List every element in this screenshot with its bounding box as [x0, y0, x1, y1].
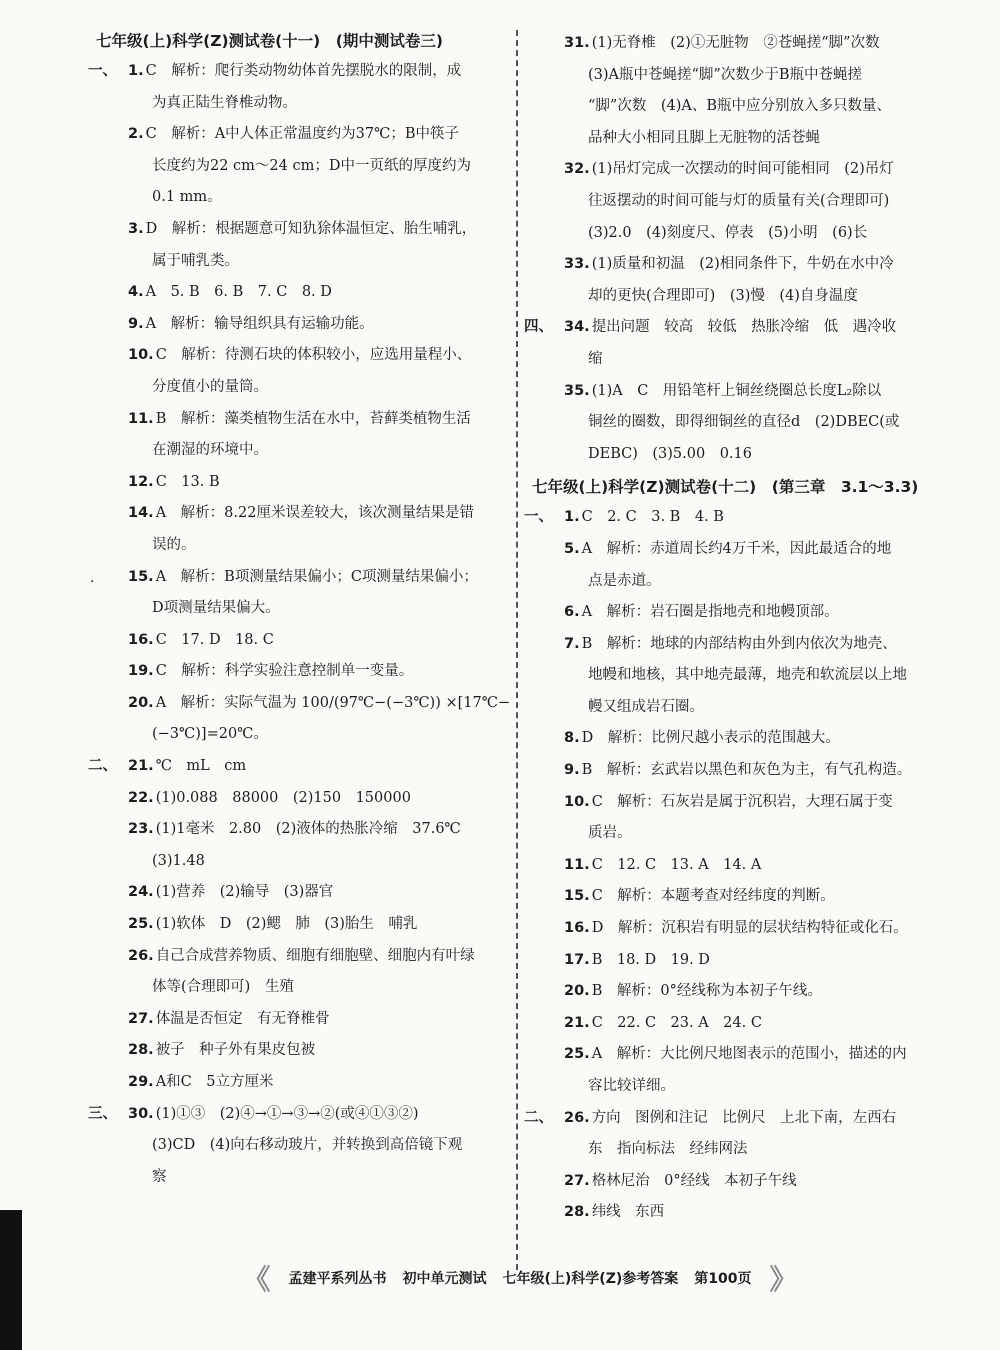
answer-text: D项测量结果偏大。: [152, 600, 280, 617]
answer-item: [528, 755, 958, 787]
answer-line: [528, 913, 958, 945]
answer-item: [92, 1004, 508, 1036]
answer-line: [528, 91, 958, 123]
answer-item: [92, 941, 508, 1004]
answer-line: [528, 186, 958, 218]
answer-text: 为真正陆生脊椎动物。: [152, 94, 297, 111]
answer-text: (1)0.088 88000 (2)150 150000: [155, 789, 411, 806]
question-number: 6.: [564, 604, 580, 621]
answer-item: [92, 404, 508, 467]
answer-item: [92, 625, 508, 657]
answer-item: [92, 688, 511, 751]
answer-item: [92, 340, 508, 403]
answer-line: [92, 846, 508, 878]
answer-line: [528, 60, 958, 92]
answer-item: [92, 277, 508, 309]
answer-text: A 解析：B项测量结果偏小；C项测量结果偏小；: [155, 568, 478, 585]
answer-text: C 解析：本题考查对经纬度的判断。: [591, 888, 835, 905]
answer-line: [528, 1071, 958, 1103]
answer-item: [528, 28, 958, 154]
answer-line: [92, 1099, 508, 1131]
question-number: 26.: [564, 1109, 590, 1126]
answer-line: [528, 850, 958, 882]
answer-text: (1)软体 D (2)鳃 肺 (3)胎生 哺乳: [155, 916, 418, 933]
answer-text: (1)A C 用铅笔杆上铜丝绕圈总长度L₂除以: [591, 382, 882, 399]
question-number: 8.: [564, 730, 580, 747]
question-number: 30.: [128, 1105, 154, 1122]
scan-edge-shadow: [0, 1210, 22, 1350]
left-answer-list: [88, 56, 511, 1193]
answer-item: [524, 1103, 958, 1166]
answer-line: [92, 625, 508, 657]
answer-line: [92, 56, 508, 88]
chevron-right-icon: 》: [769, 1263, 798, 1296]
answer-text: (1)营养 (2)输导 (3)器官: [155, 884, 334, 901]
answer-text: 却的更快(合理即可) (3)慢 (4)自身温度: [588, 287, 858, 304]
answer-item: [528, 597, 958, 629]
answer-text: 体等(合理即可) 生殖: [152, 979, 294, 996]
question-number: 15.: [564, 888, 590, 905]
answer-item: [528, 1166, 958, 1198]
question-number: 7.: [564, 635, 580, 652]
question-number: 25.: [128, 916, 154, 933]
right-answer-list: [524, 502, 958, 1229]
answer-item: [92, 467, 508, 499]
answer-item: [528, 1039, 958, 1102]
answer-text: 点是赤道。: [588, 572, 661, 589]
answer-line: [528, 1134, 958, 1166]
section-number: 二、: [524, 1109, 553, 1126]
question-number: 15.: [128, 568, 154, 585]
answer-item: [92, 909, 508, 941]
answer-text: C 解析：科学实验注意控制单一变量。: [155, 663, 414, 680]
answer-text: (1)无脊椎 (2)①无脏物 ②苍蝇搓“脚”次数: [591, 35, 880, 51]
answer-line: [92, 814, 508, 846]
page-footer: [220, 1258, 820, 1298]
answer-text: (1)质量和初温 (2)相同条件下，牛奶在水中冷: [591, 256, 894, 273]
answer-line: [528, 723, 958, 755]
answer-line: [528, 312, 958, 344]
answer-text: 容比较详细。: [588, 1078, 675, 1094]
answer-text: 察: [152, 1168, 167, 1185]
answer-line: [528, 566, 958, 598]
question-number: 16.: [564, 920, 590, 937]
section-title-test-11: 七年级(上)科学(Z)测试卷(十一) (期中测试卷三): [96, 32, 443, 50]
column-divider: [516, 30, 518, 1270]
answer-text: 体温是否恒定 有无脊椎骨: [155, 1010, 330, 1027]
question-number: 12.: [128, 473, 154, 490]
answer-text: B 18. D 19. D: [591, 951, 710, 968]
answer-item: [88, 56, 508, 119]
answer-item: [528, 945, 958, 977]
answer-text: 铜丝的圈数，即得细铜丝的直径d (2)DBEC(或: [588, 414, 900, 431]
answer-item: [528, 881, 958, 913]
question-number: 26.: [128, 947, 154, 964]
answer-line: [528, 376, 958, 408]
answer-item: [524, 502, 958, 534]
answer-text: A 解析：岩石圈是指地壳和地幔顶部。: [581, 604, 839, 621]
answer-item: [92, 562, 508, 625]
answer-item: [528, 787, 958, 850]
answer-line: [92, 656, 508, 688]
question-number: 16.: [128, 631, 154, 648]
question-number: 17.: [564, 951, 590, 968]
question-number: 10.: [564, 793, 590, 810]
question-number: 28.: [128, 1042, 154, 1059]
answer-line: [92, 498, 508, 530]
question-number: 21.: [128, 758, 154, 775]
answer-line: [92, 1162, 508, 1194]
footer-subject: 七年级(上)科学(Z)参考答案: [502, 1271, 679, 1287]
section-number: 一、: [88, 63, 117, 79]
answer-line: [528, 502, 958, 534]
section-number: 二、: [88, 758, 117, 775]
answer-line: [528, 344, 958, 376]
answer-text: DEBC) (3)5.00 0.16: [588, 445, 752, 462]
answer-line: [528, 154, 958, 186]
answer-text: A 解析：大比例尺地图表示的范围小，描述的内: [591, 1046, 907, 1063]
question-number: 34.: [564, 319, 590, 336]
answer-text: “脚”次数 (4)A、B瓶中应分别放入多只数量、: [588, 98, 891, 115]
section-title-test-12: 七年级(上)科学(Z)测试卷(十二) (第三章 3.1～3.3): [532, 478, 919, 497]
answer-line: [92, 1004, 508, 1036]
answer-line: [528, 123, 958, 155]
section-number: 一、: [524, 509, 553, 526]
answer-text: (1)①③ (2)④→①→③→②(或④①③②): [155, 1105, 419, 1122]
answer-item: [88, 1099, 508, 1194]
question-number: 11.: [564, 856, 590, 873]
answer-text: 0.1 mm。: [152, 189, 222, 206]
answer-text: 在潮湿的环境中。: [152, 442, 268, 459]
answer-item: [92, 656, 508, 688]
answer-item: [528, 629, 958, 724]
answer-line: [92, 562, 508, 594]
answer-line: [528, 755, 958, 787]
answer-line: [92, 909, 508, 941]
answer-line: [528, 218, 958, 250]
question-number: 1.: [564, 509, 580, 526]
answer-line: [92, 1035, 508, 1067]
answer-text: C 解析：A中人体正常温度约为37℃；B中筷子: [145, 126, 460, 143]
answer-text: (−3℃)]=20℃。: [152, 726, 268, 743]
answer-text: 提出问题 较高 较低 热胀冷缩 低 遇冷收: [591, 319, 897, 336]
answer-line: [528, 1197, 958, 1229]
answer-item: [92, 783, 508, 815]
answer-line: [528, 1166, 958, 1198]
answer-item: [92, 119, 508, 214]
answer-line: [528, 534, 958, 566]
answer-line: [528, 28, 958, 60]
answer-text: 质岩。: [588, 825, 632, 842]
answer-line: [92, 214, 508, 246]
answer-text: A 解析：实际气温为 100/(97℃−(−3℃)) ×[17℃−: [155, 694, 511, 711]
answer-line: [92, 277, 508, 309]
answer-item: [92, 309, 508, 341]
answer-text: (1)1毫米 2.80 (2)液体的热胀冷缩 37.6℃: [155, 821, 461, 838]
footer-page-number: 第100页: [694, 1271, 752, 1287]
answer-text: 东 指向标法 经纬网法: [588, 1141, 748, 1158]
answer-line: [92, 530, 508, 562]
answer-item: [528, 850, 958, 882]
question-number: 1.: [128, 63, 144, 79]
question-number: 33.: [564, 256, 590, 273]
answer-text: (3)A瓶中苍蝇搓“脚”次数少于B瓶中苍蝇搓: [588, 66, 862, 83]
answer-item: [528, 1008, 958, 1040]
answer-text: A 解析：赤道周长约4万千米，因此最适合的地: [581, 540, 892, 557]
answer-text: 缩: [588, 350, 603, 367]
answer-text: C 解析：爬行类动物幼体首先摆脱水的限制，成: [145, 63, 462, 79]
answer-line: [528, 881, 958, 913]
question-number: 23.: [128, 821, 154, 838]
answer-item: [528, 249, 958, 312]
answer-text: (1)吊灯完成一次摆动的时间可能相同 (2)吊灯: [591, 161, 894, 178]
question-number: 9.: [564, 762, 580, 779]
answer-line: [92, 593, 508, 625]
answer-item: [528, 913, 958, 945]
answer-text: C 12. C 13. A 14. A: [591, 856, 762, 873]
question-number: 35.: [564, 382, 590, 399]
answer-line: [92, 688, 511, 720]
question-number: 14.: [128, 505, 154, 522]
answer-text: 地幔和地核，其中地壳最薄，地壳和软流层以上地: [588, 667, 907, 684]
answer-text: A 解析：8.22厘米误差较大，该次测量结果是错: [155, 505, 474, 522]
answer-text: A和C 5立方厘米: [155, 1074, 274, 1090]
answer-item: [528, 154, 958, 249]
answer-text: C 解析：石灰岩是属于沉积岩，大理石属于变: [591, 793, 893, 810]
answer-line: [528, 660, 958, 692]
answer-line: [92, 88, 508, 120]
answer-line: [528, 818, 958, 850]
answer-text: 方向 图例和注记 比例尺 上北下南，左西右: [591, 1109, 897, 1126]
question-number: 31.: [564, 35, 590, 51]
answer-item: [528, 376, 958, 471]
question-number: 5.: [564, 540, 580, 557]
answer-line: [92, 309, 508, 341]
answer-line: [528, 692, 958, 724]
question-number: 19.: [128, 663, 154, 680]
answer-line: [528, 597, 958, 629]
answer-line: [528, 1008, 958, 1040]
question-number: 4.: [128, 284, 144, 301]
answer-line: [92, 372, 508, 404]
answer-text: ℃ mL cm: [155, 758, 247, 775]
answer-line: [528, 976, 958, 1008]
question-number: 10.: [128, 347, 154, 364]
question-number: 32.: [564, 161, 590, 178]
question-number: 20.: [564, 983, 590, 1000]
section-number: 三、: [88, 1105, 117, 1122]
answer-line: [528, 1103, 958, 1135]
answer-text: D 解析：根据题意可知犰狳体温恒定、胎生哺乳，: [145, 220, 477, 237]
answer-text: D 解析：比例尺越小表示的范围越大。: [581, 730, 840, 747]
question-number: 28.: [564, 1204, 590, 1221]
answer-item: [88, 751, 508, 783]
answer-text: 长度约为22 cm～24 cm；D中一页纸的厚度约为: [152, 157, 471, 174]
answer-text: 属于哺乳类。: [152, 252, 239, 269]
question-number: 24.: [128, 884, 154, 901]
answer-line: [528, 787, 958, 819]
answer-text: 品种大小相同且脚上无脏物的活苍蝇: [588, 129, 820, 146]
footer-book: 初中单元测试: [402, 1271, 487, 1287]
question-number: 29.: [128, 1074, 154, 1090]
answer-item: [92, 214, 508, 277]
right-answer-list-top: [524, 28, 958, 470]
answer-text: B 解析：0°经线称为本初子午线。: [591, 983, 822, 1000]
answer-text: 往返摆动的时间可能与灯的质量有关(合理即可): [588, 192, 890, 209]
answer-item: [92, 814, 508, 877]
chevron-left-icon: 《: [242, 1263, 271, 1296]
answer-line: [528, 281, 958, 313]
question-number: 3.: [128, 220, 144, 237]
section-number: 四、: [524, 319, 553, 336]
answer-line: [92, 941, 508, 973]
question-number: 21.: [564, 1014, 590, 1031]
answer-item: [528, 534, 958, 597]
answer-text: 被子 种子外有果皮包被: [155, 1042, 316, 1059]
question-number: 11.: [128, 410, 154, 427]
answer-text: B 解析：玄武岩以黑色和灰色为主，有气孔构造。: [581, 762, 912, 779]
answer-text: 分度值小的量筒。: [152, 378, 268, 395]
answer-item: [528, 976, 958, 1008]
answer-text: 误的。: [152, 536, 196, 553]
question-number: 9.: [128, 315, 144, 332]
answer-text: 幔又组成岩石圈。: [588, 698, 704, 715]
answer-line: [92, 246, 508, 278]
answer-text: (3)1.48: [152, 852, 205, 869]
answer-text: D 解析：沉积岩有明显的层状结构特征或化石。: [591, 920, 908, 937]
answer-line: [528, 629, 958, 661]
answer-text: C 2. C 3. B 4. B: [581, 509, 724, 526]
question-number: 25.: [564, 1046, 590, 1063]
answer-line: [92, 435, 508, 467]
answer-line: [92, 719, 508, 751]
answer-text: B 解析：地球的内部结构由外到内依次为地壳、: [581, 635, 897, 652]
answer-line: [92, 151, 508, 183]
answer-line: [528, 945, 958, 977]
answer-text: C 解析：待测石块的体积较小，应选用量程小、: [155, 347, 472, 364]
answer-item: [92, 498, 508, 561]
answer-text: 纬线 东西: [591, 1204, 665, 1221]
answer-line: [528, 1039, 958, 1071]
answer-line: [528, 249, 958, 281]
answer-text: C 13. B: [155, 473, 220, 490]
answer-line: [92, 1130, 508, 1162]
answer-text: (3)2.0 (4)刻度尺、停表 (5)小明 (6)长: [588, 224, 868, 241]
answer-text: B 解析：藻类植物生活在水中，苔藓类植物生活: [155, 410, 471, 427]
answer-item: [524, 312, 958, 375]
footer-series: 孟建平系列丛书: [288, 1271, 387, 1287]
answer-item: [528, 723, 958, 755]
answer-text: 格林尼治 0°经线 本初子午线: [591, 1172, 797, 1189]
left-column: [88, 28, 511, 1193]
answer-line: [528, 407, 958, 439]
answer-item: [92, 877, 508, 909]
answer-line: [92, 751, 508, 783]
answer-line: [92, 182, 508, 214]
answer-line: [92, 972, 508, 1004]
answer-text: A 5. B 6. B 7. C 8. D: [145, 284, 332, 301]
answer-item: [92, 1067, 508, 1099]
question-number: 20.: [128, 694, 154, 711]
question-number: 27.: [564, 1172, 590, 1189]
answer-line: [92, 877, 508, 909]
answer-line: [92, 340, 508, 372]
answer-item: [528, 1197, 958, 1229]
answer-text: C 17. D 18. C: [155, 631, 274, 648]
right-column: [524, 28, 958, 1229]
answer-item: [92, 1035, 508, 1067]
answer-text: A 解析：输导组织具有运输功能。: [145, 315, 374, 332]
answer-line: [92, 783, 508, 815]
answer-text: (3)CD (4)向右移动玻片，并转换到高倍镜下观: [152, 1137, 463, 1154]
question-number: 22.: [128, 789, 154, 806]
answer-line: [92, 467, 508, 499]
answer-line: [92, 1067, 508, 1099]
answer-text: 自己合成营养物质、细胞有细胞壁、细胞内有叶绿: [155, 947, 475, 964]
question-number: 27.: [128, 1010, 154, 1027]
stray-mark: ·: [90, 574, 95, 590]
question-number: 2.: [128, 126, 144, 143]
answer-line: [92, 404, 508, 436]
answer-text: C 22. C 23. A 24. C: [591, 1014, 762, 1031]
answer-line: [528, 439, 958, 471]
answer-line: [92, 119, 508, 151]
